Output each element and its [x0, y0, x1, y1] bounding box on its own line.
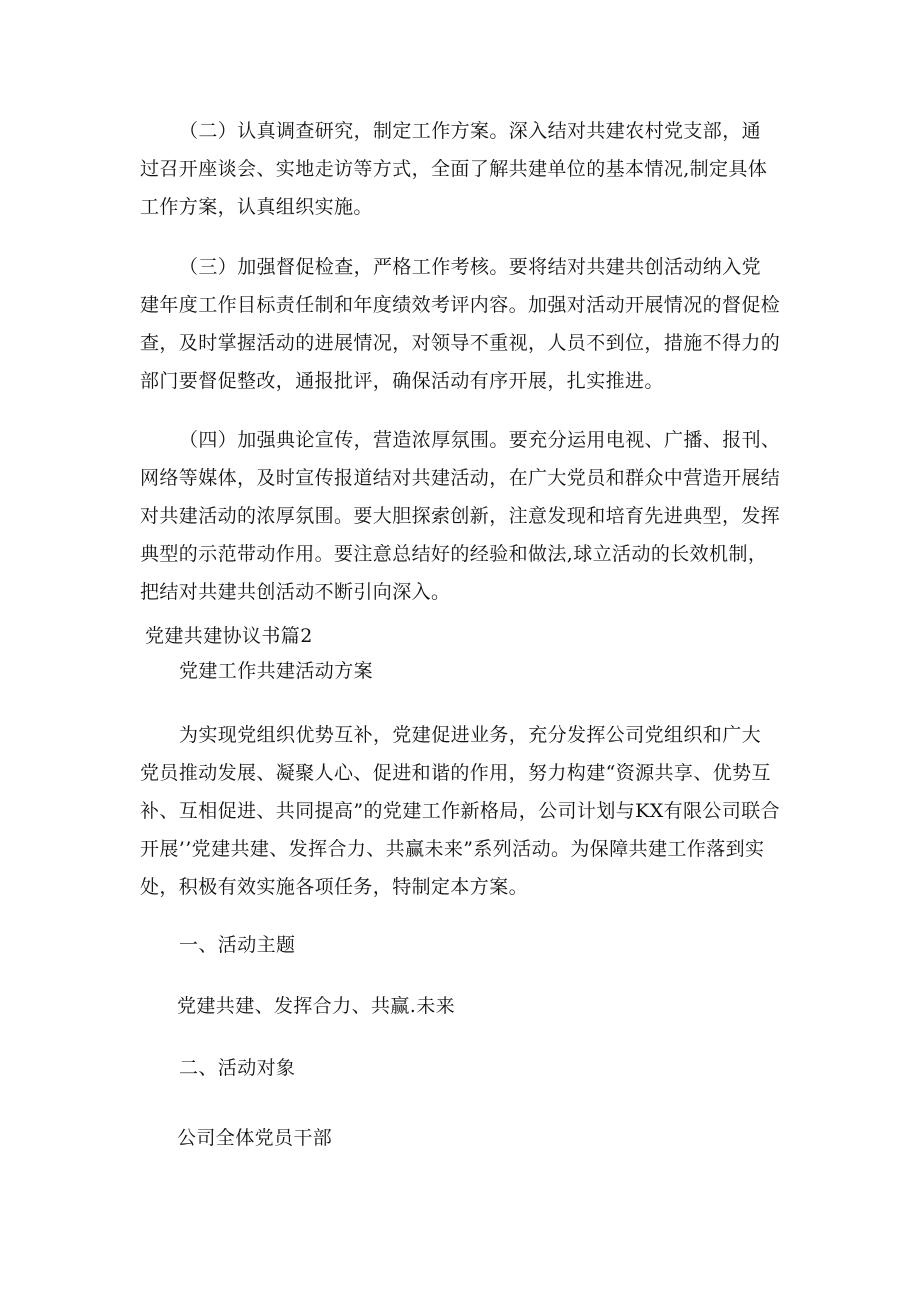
- paragraph-line: 补、互相促进、共同提高”的党建工作新格局，公司计划与KX有限公司联合: [140, 800, 781, 822]
- intro-paragraph: [140, 716, 790, 906]
- paragraph-line: 把结对共建共创活动不断引向深入。: [140, 581, 451, 603]
- paragraph-line: （四）加强典论宣传，营造浓厚氛围。要充分运用电视、广播、报刊、: [179, 429, 781, 451]
- paragraph-line: 过召开座谈会、实地走访等方式，全面了解共建单位的基本情况,制定具体: [140, 158, 768, 180]
- heading-activity-theme: 一、活动主题: [179, 934, 296, 956]
- paragraph-line: 党员推动发展、凝聚人心、促进和谐的作用，努力构建“资源共享、优势互: [140, 762, 771, 784]
- paragraph-line: 网络等媒体，及时宣传报道结对共建活动，在广大党员和群众中营造开展结: [140, 467, 781, 489]
- heading-activity-target: 二、活动对象: [179, 1057, 296, 1079]
- paragraph-line: 对共建活动的浓厚氛围。要大胆探索创新，注意发现和培育先进典型，发挥: [140, 505, 781, 527]
- section-title: 党建共建协议书篇2: [145, 625, 313, 647]
- paragraph-line: 处，积极有效实施各项任务，特制定本方案。: [140, 876, 529, 898]
- paragraph-2: [140, 112, 790, 226]
- paragraph-4: [140, 421, 790, 611]
- paragraph-line: 工作方案，认真组织实施。: [140, 196, 373, 218]
- paragraph-line: 建年度工作目标责任制和年度绩效考评内容。加强对活动开展情况的督促检: [140, 294, 781, 316]
- activity-target-text: 公司全体党员干部: [177, 1127, 333, 1149]
- document-title: 党建工作共建活动方案: [179, 660, 374, 682]
- paragraph-line: （二）认真调查研究，制定工作方案。深入结对共建农村党支部，通: [179, 120, 762, 142]
- paragraph-line: （三）加强督促检查，严格工作考核。要将结对共建共创活动纳入党: [179, 256, 762, 278]
- activity-theme-text: 党建共建、发挥合力、共赢.未来: [177, 995, 456, 1017]
- paragraph-line: 典型的示范带动作用。要注意总结好的经验和做法,球立活动的长效机制，: [140, 543, 768, 565]
- paragraph-line: 部门要督促整改，通报批评，确保活动有序开展，扎实推进。: [140, 370, 664, 392]
- paragraph-line: 查，及时掌握活动的进展情况，对领导不重视，人员不到位，措施不得力的: [140, 332, 781, 354]
- paragraph-line: 为实现党组织优势互补，党建促进业务，充分发挥公司党组织和广大: [179, 724, 762, 746]
- paragraph-line: 开展’’党建共建、发挥合力、共赢未来”系列活动。为保障共建工作落到实: [140, 838, 765, 860]
- paragraph-3: [140, 248, 790, 400]
